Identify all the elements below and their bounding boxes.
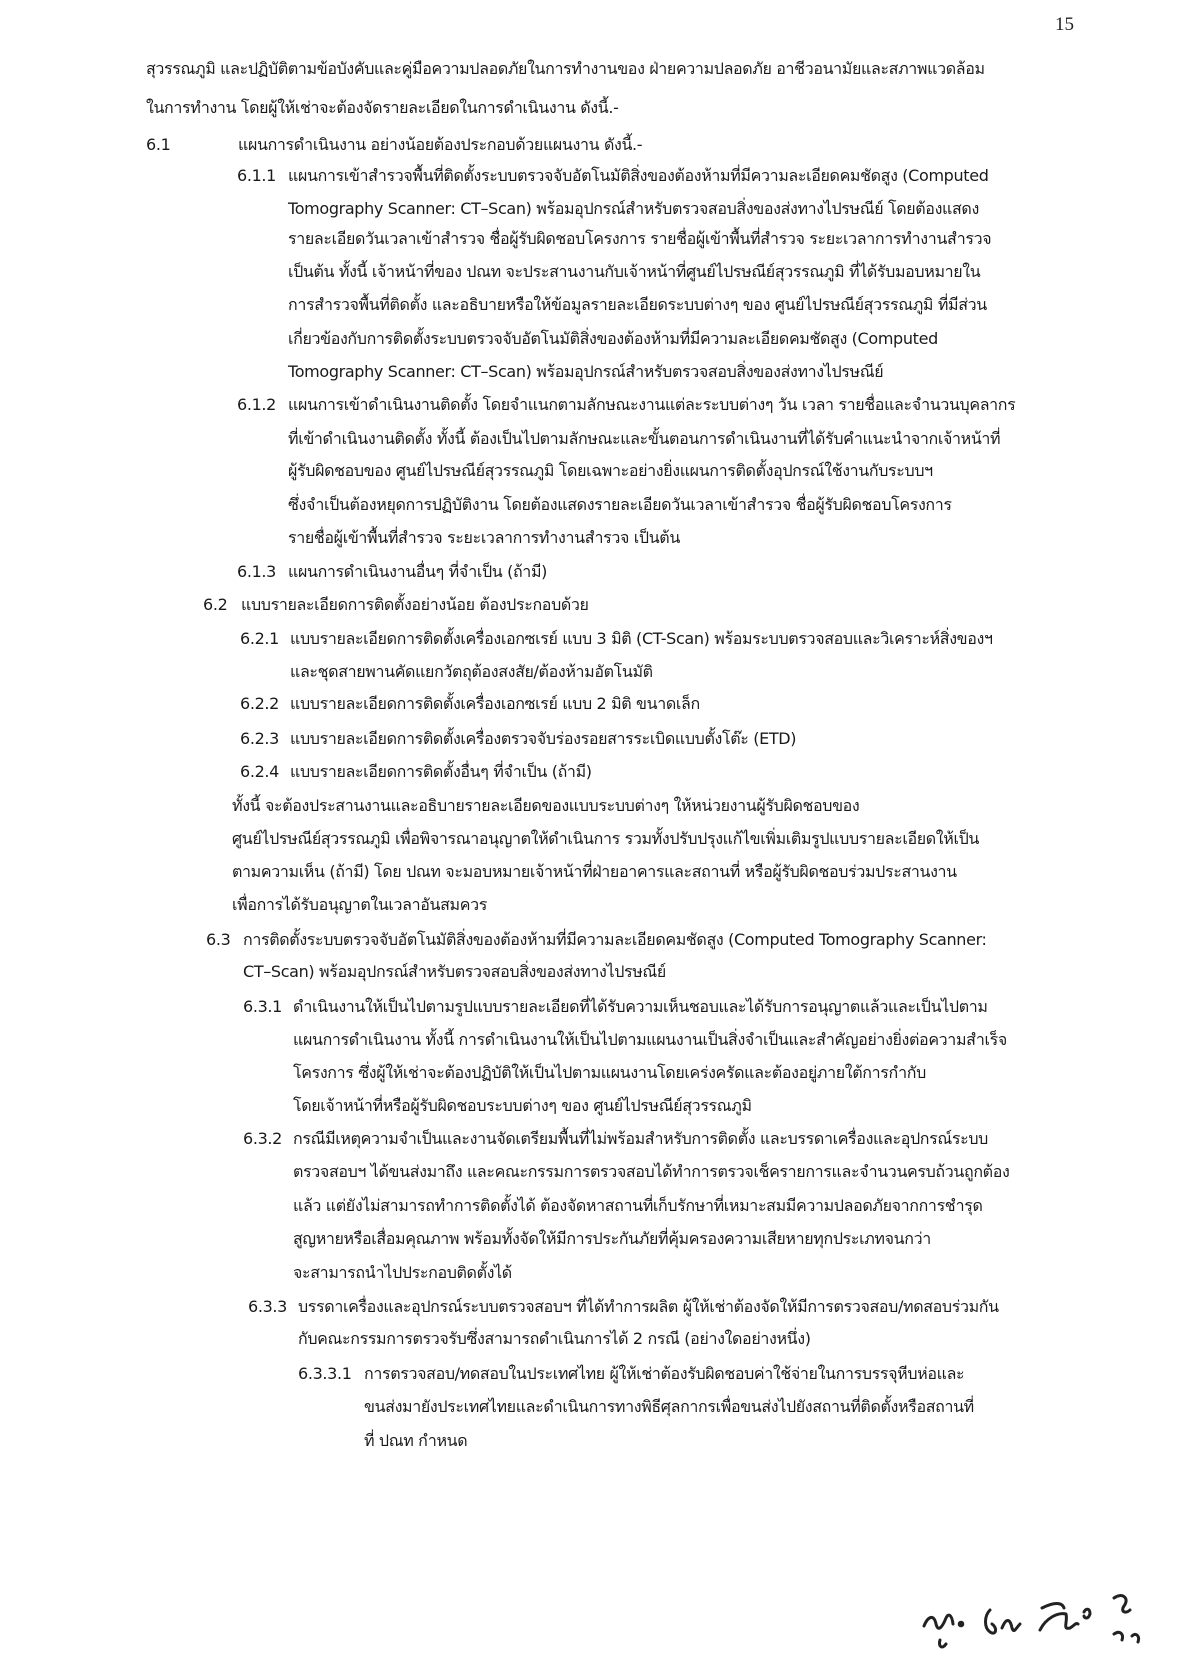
- text-line: จะสามารถนำไปประกอบติดตั้งได้: [293, 1263, 512, 1282]
- section-number: 6.1.3: [237, 562, 276, 581]
- text-line: แผนการเข้าสำรวจพื้นที่ติดตั้งระบบตรวจจับอัตโนมัติสิ่งของต้องห้ามที่มีความละเอียดคมชัดสูง (Computed: [288, 166, 989, 185]
- text-line: และชุดสายพานคัดแยกวัตถุต้องสงสัย/ต้องห้ามอัตโนมัติ: [290, 662, 653, 681]
- text-line: แผนการดำเนินงานอื่นๆ ที่จำเป็น (ถ้ามี): [288, 562, 548, 581]
- text-line: ดำเนินงานให้เป็นไปตามรูปแบบรายละเอียดที่ได้รับความเห็นชอบและได้รับการอนุญาตแล้วและเป็นไปตาม: [293, 997, 988, 1016]
- text-line: ผู้รับผิดชอบของ ศูนย์ไปรษณีย์สุวรรณภูมิ โดยเฉพาะอย่างยิ่งแผนการติดตั้งอุปกรณ์ใช้งานกับระบบฯ: [288, 461, 933, 480]
- text-line: แบบรายละเอียดการติดตั้งเครื่องเอกซเรย์ แบบ 2 มิติ ขนาดเล็ก: [290, 694, 700, 713]
- text-line: ทั้งนี้ จะต้องประสานงานและอธิบายรายละเอียดของแบบระบบต่างๆ ให้หน่วยงานผู้รับผิดชอบของ: [232, 796, 860, 815]
- text-line: ซึ่งจำเป็นต้องหยุดการปฏิบัติงาน โดยต้องแสดงรายละเอียดวันเวลาเข้าสำรวจ ชื่อผู้รับผิดชอบโครงการ: [288, 495, 952, 514]
- text-line: ศูนย์ไปรษณีย์สุวรรณภูมิ เพื่อพิจารณาอนุญาตให้ดำเนินการ รวมทั้งปรับปรุงแก้ไขเพิ่มเติมรูปแบบรายละเอียดให้เป็น: [232, 829, 979, 848]
- text-line: แผนการดำเนินงาน อย่างน้อยต้องประกอบด้วยแผนงาน ดังนี้.-: [238, 135, 643, 154]
- text-line: Tomography Scanner: CT–Scan) พร้อมอุปกรณ์สำหรับตรวจสอบสิ่งของส่งทางไปรษณีย์ โดยต้องแสดง: [288, 199, 979, 218]
- text-line: แบบรายละเอียดการติดตั้งเครื่องเอกซเรย์ แบบ 3 มิติ (CT-Scan) พร้อมระบบตรวจสอบและวิเคราะห์สิ่งของฯ: [290, 629, 993, 648]
- handwritten-signature: [918, 1588, 1168, 1668]
- section-number: 6.1: [146, 135, 171, 154]
- text-line: การตรวจสอบ/ทดสอบในประเทศไทย ผู้ให้เช่าต้องรับผิดชอบค่าใช้จ่ายในการบรรจุหีบห่อและ: [364, 1364, 965, 1383]
- text-line: แบบรายละเอียดการติดตั้งอื่นๆ ที่จำเป็น (ถ้ามี): [290, 762, 592, 781]
- text-line: การติดตั้งระบบตรวจจับอัตโนมัติสิ่งของต้องห้ามที่มีความละเอียดคมชัดสูง (Computed Tomography Scanner:: [243, 930, 987, 949]
- section-number: 6.2.3: [240, 729, 279, 748]
- text-line: แผนการดำเนินงาน ทั้งนี้ การดำเนินงานให้เป็นไปตามแผนงานเป็นสิ่งจำเป็นและสำคัญอย่างยิ่งต่อความสำเร็จ: [293, 1030, 1007, 1049]
- text-line: เป็นต้น ทั้งนี้ เจ้าหน้าที่ของ ปณท จะประสานงานกับเจ้าหน้าที่ศูนย์ไปรษณีย์สุวรรณภูมิ ที่ได้รับมอบหมายใน: [288, 262, 981, 281]
- section-number: 6.1.2: [237, 395, 276, 414]
- text-line: แล้ว แต่ยังไม่สามารถทำการติดตั้งได้ ต้องจัดหาสถานที่เก็บรักษาที่เหมาะสมมีความปลอดภัยจากการชำรุด: [293, 1196, 983, 1215]
- section-number: 6.1.1: [237, 166, 276, 185]
- section-number: 6.3: [206, 930, 231, 949]
- section-number: 6.3.2: [243, 1129, 282, 1148]
- text-line: ตามความเห็น (ถ้ามี) โดย ปณท จะมอบหมายเจ้าหน้าที่ฝ่ายอาคารและสถานที่ หรือผู้รับผิดชอบร่วมประสานงาน: [232, 862, 957, 881]
- text-line: สูญหายหรือเสื่อมคุณภาพ พร้อมทั้งจัดให้มีการประกันภัยที่คุ้มครองความเสียหายทุกประเภทจนกว่า: [293, 1229, 931, 1248]
- text-line: โดยเจ้าหน้าที่หรือผู้รับผิดชอบระบบต่างๆ ของ ศูนย์ไปรษณีย์สุวรรณภูมิ: [293, 1096, 752, 1115]
- text-line: รายชื่อผู้เข้าพื้นที่สำรวจ ระยะเวลาการทำงานสำรวจ เป็นต้น: [288, 528, 680, 547]
- section-number: 6.2.1: [240, 629, 279, 648]
- section-number: 6.2.4: [240, 762, 279, 781]
- section-number: 6.2.2: [240, 694, 279, 713]
- text-line: บรรดาเครื่องและอุปกรณ์ระบบตรวจสอบฯ ที่ได้ทำการผลิต ผู้ให้เช่าต้องจัดให้มีการตรวจสอบ/ทดสอบร่วมกัน: [298, 1297, 999, 1316]
- text-line: ตรวจสอบฯ ได้ขนส่งมาถึง และคณะกรรมการตรวจสอบได้ทำการตรวจเช็ครายการและจำนวนครบถ้วนถูกต้อง: [293, 1162, 1010, 1181]
- text-line: แบบรายละเอียดการติดตั้งอย่างน้อย ต้องประกอบด้วย: [241, 595, 589, 614]
- text-line: แบบรายละเอียดการติดตั้งเครื่องตรวจจับร่องรอยสารระเบิดแบบตั้งโต๊ะ (ETD): [290, 729, 797, 748]
- text-line: ในการทำงาน โดยผู้ให้เช่าจะต้องจัดรายละเอียดในการดำเนินงาน ดังนี้.-: [146, 98, 619, 117]
- text-line: ที่ ปณท กำหนด: [364, 1431, 468, 1450]
- section-number: 6.2: [203, 595, 228, 614]
- text-line: รายละเอียดวันเวลาเข้าสำรวจ ชื่อผู้รับผิดชอบโครงการ รายชื่อผู้เข้าพื้นที่สำรวจ ระยะเวลาการทำงานสำรวจ: [288, 229, 992, 248]
- text-line: การสำรวจพื้นที่ติดตั้ง และอธิบายหรือให้ข้อมูลรายละเอียดระบบต่างๆ ของ ศูนย์ไปรษณีย์สุวรรณภูมิ ที่มีส่วน: [288, 295, 987, 314]
- section-number: 6.3.1: [243, 997, 282, 1016]
- text-line: โครงการ ซึ่งผู้ให้เช่าจะต้องปฏิบัติให้เป็นไปตามแผนงานโดยเคร่งครัดและต้องอยู่ภายใต้การกำกับ: [293, 1063, 926, 1082]
- text-line: ขนส่งมายังประเทศไทยและดำเนินการทางพิธีศุลกากรเพื่อขนส่งไปยังสถานที่ติดตั้งหรือสถานที่: [364, 1397, 974, 1416]
- text-line: กับคณะกรรมการตรวจรับซึ่งสามารถดำเนินการได้ 2 กรณี (อย่างใดอย่างหนึ่ง): [298, 1329, 811, 1348]
- section-number: 6.3.3.1: [298, 1364, 352, 1383]
- text-line: กรณีมีเหตุความจำเป็นและงานจัดเตรียมพื้นที่ไม่พร้อมสำหรับการติดตั้ง และบรรดาเครื่องและอุปกรณ์ระบบ: [293, 1129, 988, 1148]
- text-line: ที่เข้าดำเนินงานติดตั้ง ทั้งนี้ ต้องเป็นไปตามลักษณะและขั้นตอนการดำเนินงานที่ได้รับคำแนะนำจากเจ้าหน้าที่: [288, 429, 1001, 448]
- text-line: Tomography Scanner: CT–Scan) พร้อมอุปกรณ์สำหรับตรวจสอบสิ่งของส่งทางไปรษณีย์: [288, 362, 884, 381]
- text-line: เกี่ยวข้องกับการติดตั้งระบบตรวจจับอัตโนมัติสิ่งของต้องห้ามที่มีความละเอียดคมชัดสูง (Computed: [288, 329, 938, 348]
- text-line: CT–Scan) พร้อมอุปกรณ์สำหรับตรวจสอบสิ่งของส่งทางไปรษณีย์: [243, 962, 666, 981]
- page-number: 15: [1055, 14, 1074, 35]
- text-line: เพื่อการได้รับอนุญาตในเวลาอันสมควร: [232, 895, 487, 914]
- section-number: 6.3.3: [248, 1297, 287, 1316]
- text-line: สุวรรณภูมิ และปฏิบัติตามข้อบังคับและคู่มือความปลอดภัยในการทำงานของ ฝ่ายความปลอดภัย อาชีวอนามัยและสภาพแวดล้อม: [146, 59, 985, 78]
- text-line: แผนการเข้าดำเนินงานติดตั้ง โดยจำแนกตามลักษณะงานแต่ละระบบต่างๆ วัน เวลา รายชื่อและจำนวนบุคลากร: [288, 395, 1016, 414]
